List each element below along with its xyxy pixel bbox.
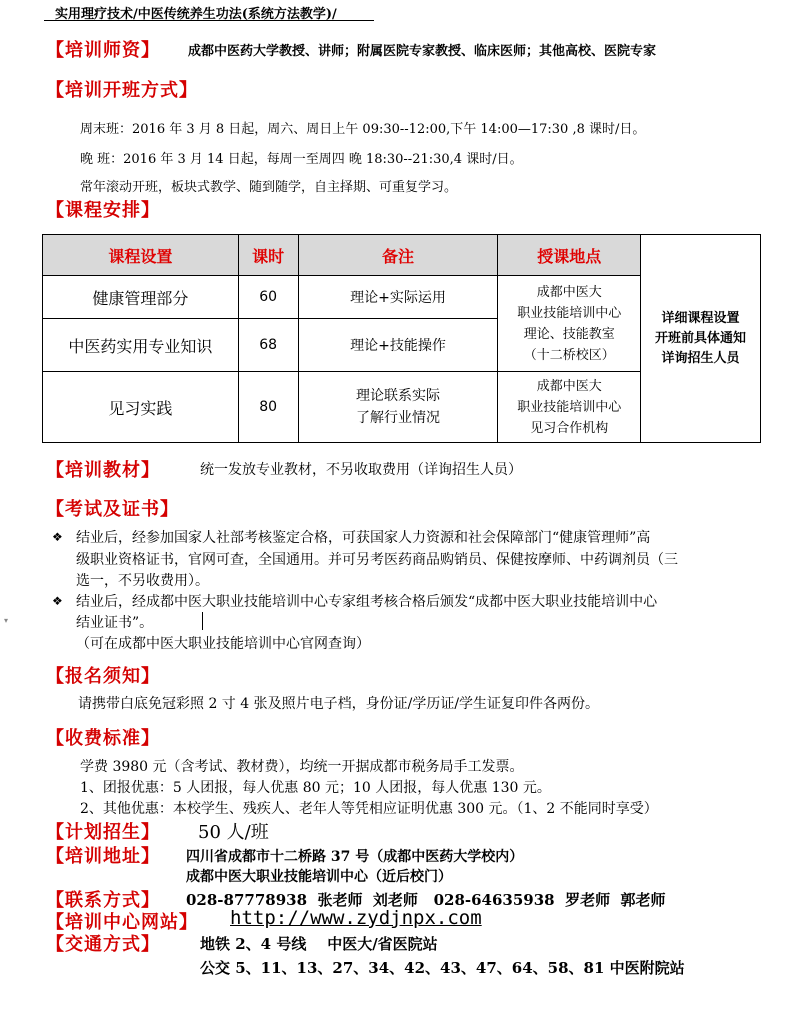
transport-heading: 【交通方式】	[46, 934, 160, 955]
materials-text: 统一发放专业教材，不另收取费用（详询招生人员）	[200, 462, 522, 478]
schedule-heading: 【课程安排】	[46, 200, 160, 221]
course-note: 理论+技能操作	[298, 319, 498, 372]
location-line: 职业技能培训中心	[517, 305, 622, 321]
location-cell	[498, 276, 641, 372]
location-line: 职业技能培训中心	[517, 399, 622, 415]
header-line: 实用理疗技术/中医传统养生功法(系统方法教学)/	[55, 7, 337, 22]
side-note-line: 详细课程设置	[661, 310, 740, 326]
course-name: 健康管理部分	[43, 276, 239, 319]
diamond-bullet-icon: ❖	[52, 594, 63, 608]
address-line: 四川省成都市十二桥路 37 号（成都中医药大学校内）	[186, 849, 524, 865]
exam-bullet2-line: 结业证书”。	[76, 615, 154, 631]
signup-text: 请携带白底免冠彩照 2 寸 4 张及照片电子档，身份证/学历证/学生证复印件各两份。	[78, 696, 600, 712]
fees-line: 1、团报优惠：5 人团报，每人优惠 80 元；10 人团报，每人优惠 130 元。	[80, 780, 551, 796]
teachers-text: 成都中医药大学教授、讲师；附属医院专家教授、临床医师；其他高校、医院专家	[188, 44, 657, 59]
location-line: 成都中医大	[536, 284, 602, 300]
course-hours: 68	[238, 319, 298, 372]
location-line: （十二桥校区）	[523, 347, 615, 363]
exam-bullet1-line: 选一，不另收费用）。	[76, 573, 209, 589]
website-heading: 【培训中心网站】	[46, 912, 198, 933]
margin-mark-icon: ▾	[4, 616, 9, 625]
header-rule	[44, 20, 374, 21]
text-cursor	[202, 612, 203, 630]
diamond-bullet-icon: ❖	[52, 530, 63, 544]
contact-text: 028-87778938 张老师 刘老师 028-64635938 罗老师 郭老师	[186, 891, 666, 909]
th-location: 授课地点	[498, 235, 641, 276]
website-link[interactable]: http://www.zydjnpx.com	[230, 907, 482, 929]
course-table	[42, 234, 761, 443]
course-hours: 80	[238, 372, 298, 443]
course-hours: 60	[238, 276, 298, 319]
contact-heading: 【联系方式】	[46, 890, 160, 911]
plan-heading: 【计划招生】	[46, 822, 160, 843]
location-line: 成都中医大	[536, 378, 602, 394]
weekend-class: 周末班：2016 年 3 月 8 日起，周六、周日上午 09:30--12:00,下午 14:00—17:30 ,8 课时/日。	[80, 122, 646, 137]
exam-bullet2-line: 结业后，经成都中医大职业技能培训中心专家组考核合格后颁发“成都中医大职业技能培训中心	[76, 594, 658, 610]
table-header-row	[43, 235, 761, 276]
course-name: 中医药实用专业知识	[43, 319, 239, 372]
plan-text: 50 人/班	[198, 822, 269, 843]
transport-bus: 公交 5、11、13、27、34、42、43、47、64、58、81 中医附院站	[200, 959, 685, 977]
transport-metro: 地铁 2、4 号线 中医大/省医院站	[200, 935, 438, 953]
rolling-class: 常年滚动开班，板块式教学、随到随学，自主择期、可重复学习。	[80, 180, 458, 195]
evening-class: 晚 班：2016 年 3 月 14 日起，每周一至周四 晚 18:30--21:30,4 课时/日。	[80, 152, 523, 167]
mode-heading: 【培训开班方式】	[46, 80, 198, 101]
location-line: 见习合作机构	[530, 420, 609, 436]
exam-bullet1-line: 级职业资格证书，官网可查，全国通用。并可另考医药商品购销员、保健按摩师、中药调剂员（三	[76, 552, 678, 568]
location-line: 理论、技能教室	[523, 326, 615, 342]
signup-heading: 【报名须知】	[46, 666, 160, 687]
materials-heading: 【培训教材】	[46, 460, 160, 481]
course-note	[298, 372, 498, 443]
side-note-line: 开班前具体通知	[655, 330, 747, 346]
teachers-heading: 【培训师资】	[46, 40, 160, 61]
course-note-line: 了解行业情况	[355, 410, 440, 426]
course-name: 见习实践	[43, 372, 239, 443]
fees-heading: 【收费标准】	[46, 728, 160, 749]
fees-line: 2、其他优惠：本校学生、残疾人、老年人等凭相应证明优惠 300 元。（1、2 不能同时享受）	[80, 801, 658, 817]
location-cell	[498, 372, 641, 443]
course-note-line: 理论联系实际	[355, 388, 440, 404]
exam-bullet2-line: （可在成都中医大职业技能培训中心官网查询）	[76, 636, 370, 652]
side-note-cell	[641, 235, 761, 443]
exam-bullet1-line: 结业后，经参加国家人社部考核鉴定合格，可获国家人力资源和社会保障部门“健康管理师”高	[76, 530, 651, 546]
exam-heading: 【考试及证书】	[46, 499, 179, 520]
th-note: 备注	[298, 235, 498, 276]
th-hours: 课时	[238, 235, 298, 276]
course-note: 理论+实际运用	[298, 276, 498, 319]
th-course: 课程设置	[43, 235, 239, 276]
address-heading: 【培训地址】	[46, 846, 160, 867]
address-line: 成都中医大职业技能培训中心（近后校门）	[186, 869, 452, 885]
side-note-line: 详询招生人员	[661, 350, 740, 366]
fees-line: 学费 3980 元（含考试、教材费），均统一开据成都市税务局手工发票。	[80, 759, 524, 775]
